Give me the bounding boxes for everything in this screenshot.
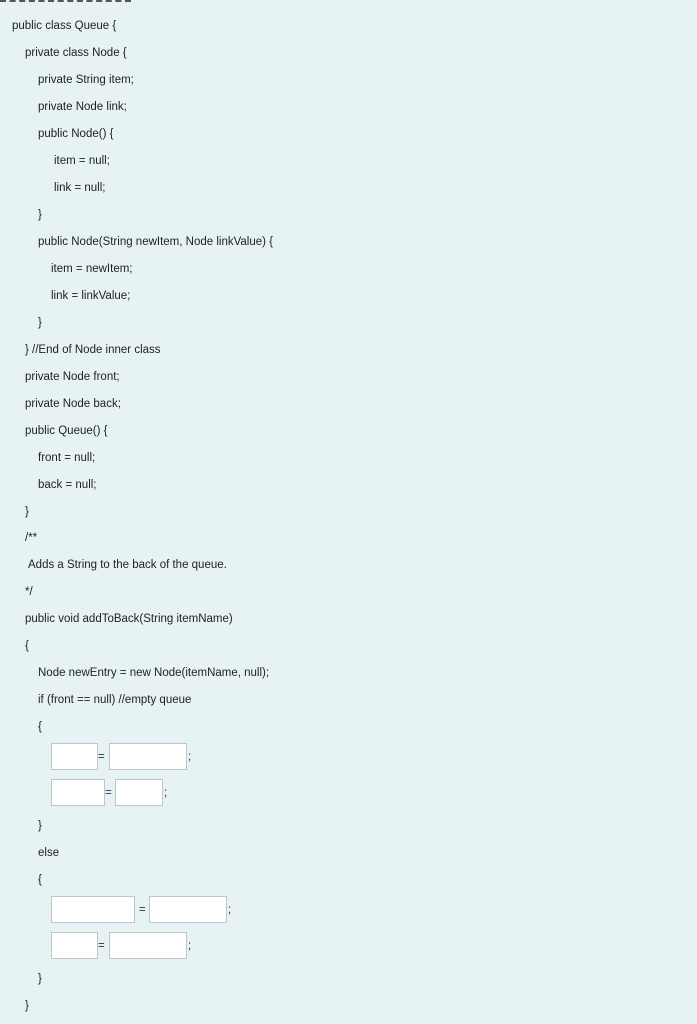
code-line-close-brace: } <box>38 973 42 985</box>
if-line2-left-input[interactable] <box>51 779 105 806</box>
code-line-node-ctor-args: public Node(String newItem, Node linkValue) { <box>38 236 274 248</box>
assign-sign: = <box>139 904 146 916</box>
code-line-node-ctor: public Node() { <box>38 128 114 140</box>
code-line-else: else <box>38 847 60 859</box>
else-line1-left-input[interactable] <box>51 896 135 923</box>
if-line2-right-input[interactable] <box>115 779 163 806</box>
code-line-open-brace: { <box>38 721 42 733</box>
code-line-open-brace: { <box>25 640 29 652</box>
if-line1-right-input[interactable] <box>109 743 187 770</box>
code-line-link-null: link = null; <box>54 182 106 194</box>
code-line-link-linkvalue: link = linkValue; <box>51 290 131 302</box>
semicolon: ; <box>164 787 168 799</box>
code-line-close-brace: } <box>25 506 29 518</box>
code-line-close-brace: } <box>38 209 42 221</box>
code-line-doc-text: Adds a String to the back of the queue. <box>28 559 227 571</box>
code-line-new-entry: Node newEntry = new Node(itemName, null); <box>38 667 270 679</box>
code-line-item-newitem: item = newItem; <box>51 263 133 275</box>
code-line-if-front-null: if (front == null) //empty queue <box>38 694 192 706</box>
code-line-close-brace: } <box>38 317 42 329</box>
code-line-field-back: private Node back; <box>25 398 121 410</box>
code-line-queue-ctor: public Queue() { <box>25 425 108 437</box>
code-line-doc-close: */ <box>25 586 33 598</box>
if-line1-left-input[interactable] <box>51 743 98 770</box>
code-line-field-front: private Node front; <box>25 371 120 383</box>
assign-sign: = <box>105 787 112 799</box>
code-line-addtoback-sig: public void addToBack(String itemName) <box>25 613 233 625</box>
code-line-class-node: private class Node { <box>25 47 127 59</box>
else-line1-right-input[interactable] <box>149 896 227 923</box>
code-line-doc-open: /** <box>25 532 38 544</box>
code-line-back-null: back = null; <box>38 479 97 491</box>
code-line-close-brace: } <box>38 820 42 832</box>
code-line-open-brace: { <box>38 874 42 886</box>
code-line-class-queue: public class Queue { <box>12 20 117 32</box>
code-line-field-link: private Node link; <box>38 101 127 113</box>
semicolon: ; <box>188 940 192 952</box>
semicolon: ; <box>188 751 192 763</box>
top-dashed-rule <box>0 0 131 2</box>
else-line2-left-input[interactable] <box>51 932 98 959</box>
code-line-front-null: front = null; <box>38 452 96 464</box>
else-line2-right-input[interactable] <box>109 932 187 959</box>
code-line-field-item: private String item; <box>38 74 134 86</box>
assign-sign: = <box>98 940 105 952</box>
semicolon: ; <box>228 904 232 916</box>
code-line-end-node-class: } //End of Node inner class <box>25 344 161 356</box>
code-line-item-null: item = null; <box>54 155 110 167</box>
assign-sign: = <box>98 751 105 763</box>
code-line-close-brace: } <box>25 1000 29 1012</box>
